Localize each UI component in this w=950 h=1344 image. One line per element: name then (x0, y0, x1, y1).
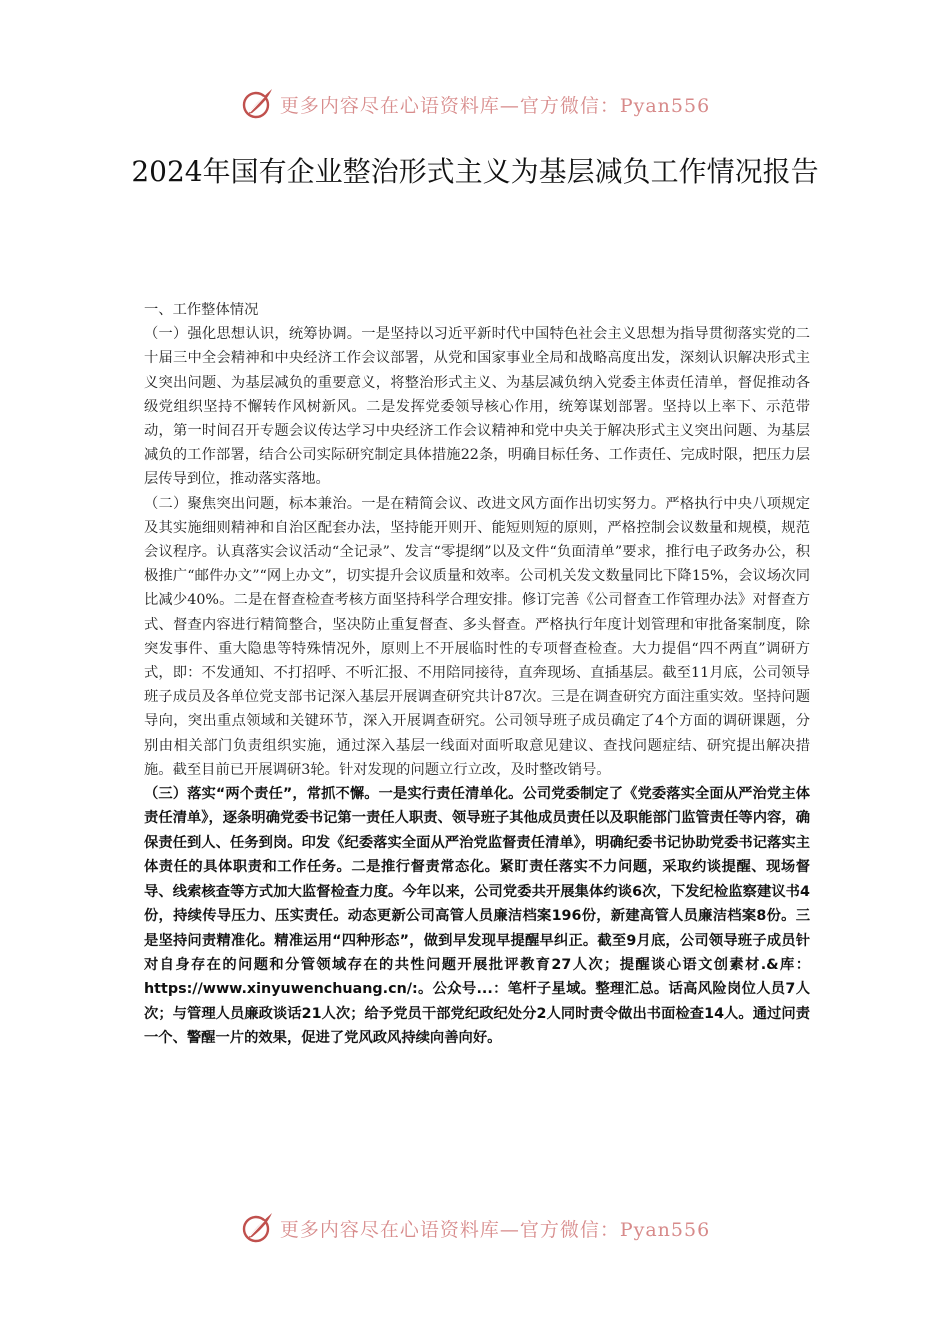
quill-pen-icon (240, 1210, 276, 1246)
watermark-footer (0, 1206, 950, 1250)
quill-pen-icon (240, 86, 276, 122)
document-body (144, 298, 810, 1051)
watermark-text: 更多内容尽在心语资料库—官方微信：Pyan556 (279, 1218, 711, 1241)
watermark-header (0, 82, 950, 126)
paragraph: （一）强化思想认识，统筹协调。一是坚持以习近平新时代中国特色社会主义思想为指导贯彻落实党的二十届三中全会精神和中央经济工作会议部署，从党和国家事业全局和战略高度出发，深刻认识解决形式主义突出问题、为基层减负的重要意义，将整治形式主义、为基层减负纳入党委主体责任清单，督促推动各级党组织坚持不懈转作风树新风。二是发挥党委领导核心作用，统筹谋划部署。坚持以上率下、示范带动，第一时间召开专题会议传达学习中央经济工作会议精神和党中央关于解决形式主义突出问题、为基层减负的工作部署，结合公司实际研究制定具体措施22条，明确目标任务、工作责任、完成时限，把压力层层传导到位，推动落实落地。 (144, 326, 810, 488)
section-heading: 一、工作整体情况 (144, 302, 259, 318)
page-title: 2024年国有企业整治形式主义为基层减负工作情况报告 (131, 155, 819, 188)
paragraph: （三）落实“两个责任”，常抓不懈。一是实行责任清单化。公司党委制定了《党委落实全面从严治党主体责任清单》，逐条明确党委书记第一责任人职责、领导班子其他成员责任以及职能部门监管责任等内容，确保责任到人、任务到岗。印发《纪委落实全面从严治党监督责任清单》，明确纪委书记协助党委书记落实主体责任的具体职责和工作任务。二是推行督责常态化。紧盯责任落实不力问题，采取约谈提醒、现场督导、线索核查等方式加大监督检查力度。今年以来，公司党委共开展集体约谈6次，下发纪检监察建议书4份，持续传导压力、压实责任。动态更新公司高管人员廉洁档案196份，新建高管人员廉洁档案8份。三是坚持问责精准化。精准运用“四种形态”，做到早发现早提醒早纠正。截至9月底，公司领导班子成员针对自身存在的问题和分管领域存在的共性问题开展批评教育27人次；提醒谈心语文创素材.&库：https://www.xinyuwenchuang.cn/:。公众号...：笔杆子星域。整理汇总。话高风险岗位人员7人次；与管理人员廉政谈话21人次；给予党员干部党纪政纪处分2人同时责令做出书面检查14人。通过问责一个、警醒一片的效果，促进了党风政风持续向善向好。 (144, 786, 810, 1047)
watermark-text: 更多内容尽在心语资料库—官方微信：Pyan556 (279, 94, 711, 117)
paragraph: （二）聚焦突出问题，标本兼治。一是在精简会议、改进文风方面作出切实努力。严格执行中央八项规定及其实施细则精神和自治区配套办法，坚持能开则开、能短则短的原则，严格控制会议数量和规模，规范会议程序。认真落实会议活动“全记录”、发言“零提纲”以及文件“负面清单”要求，推行电子政务办公，积极推广“邮件办文”“网上办文”，切实提升会议质量和效率。公司机关发文数量同比下降15%，会议场次同比减少40%。二是在督查检查考核方面坚持科学合理安排。修订完善《公司督查工作管理办法》对督查方式、督查内容进行精简整合，坚决防止重复督查、多头督查。严格执行年度计划管理和审批备案制度，除突发事件、重大隐患等特殊情况外，原则上不开展临时性的专项督查检查。大力提倡“四不两直”调研方式，即：不发通知、不打招呼、不听汇报、不用陪同接待，直奔现场、直插基层。截至11月底，公司领导班子成员及各单位党支部书记深入基层开展调查研究共计87次。三是在调查研究方面注重实效。坚持问题导向，突出重点领域和关键环节，深入开展调查研究。公司领导班子成员确定了4个方面的调研课题，分别由相关部门负责组织实施，通过深入基层一线面对面听取意见建议、查找问题症结、研究提出解决措施。截至目前已开展调研3轮。针对发现的问题立行立改，及时整改销号。 (144, 495, 810, 778)
